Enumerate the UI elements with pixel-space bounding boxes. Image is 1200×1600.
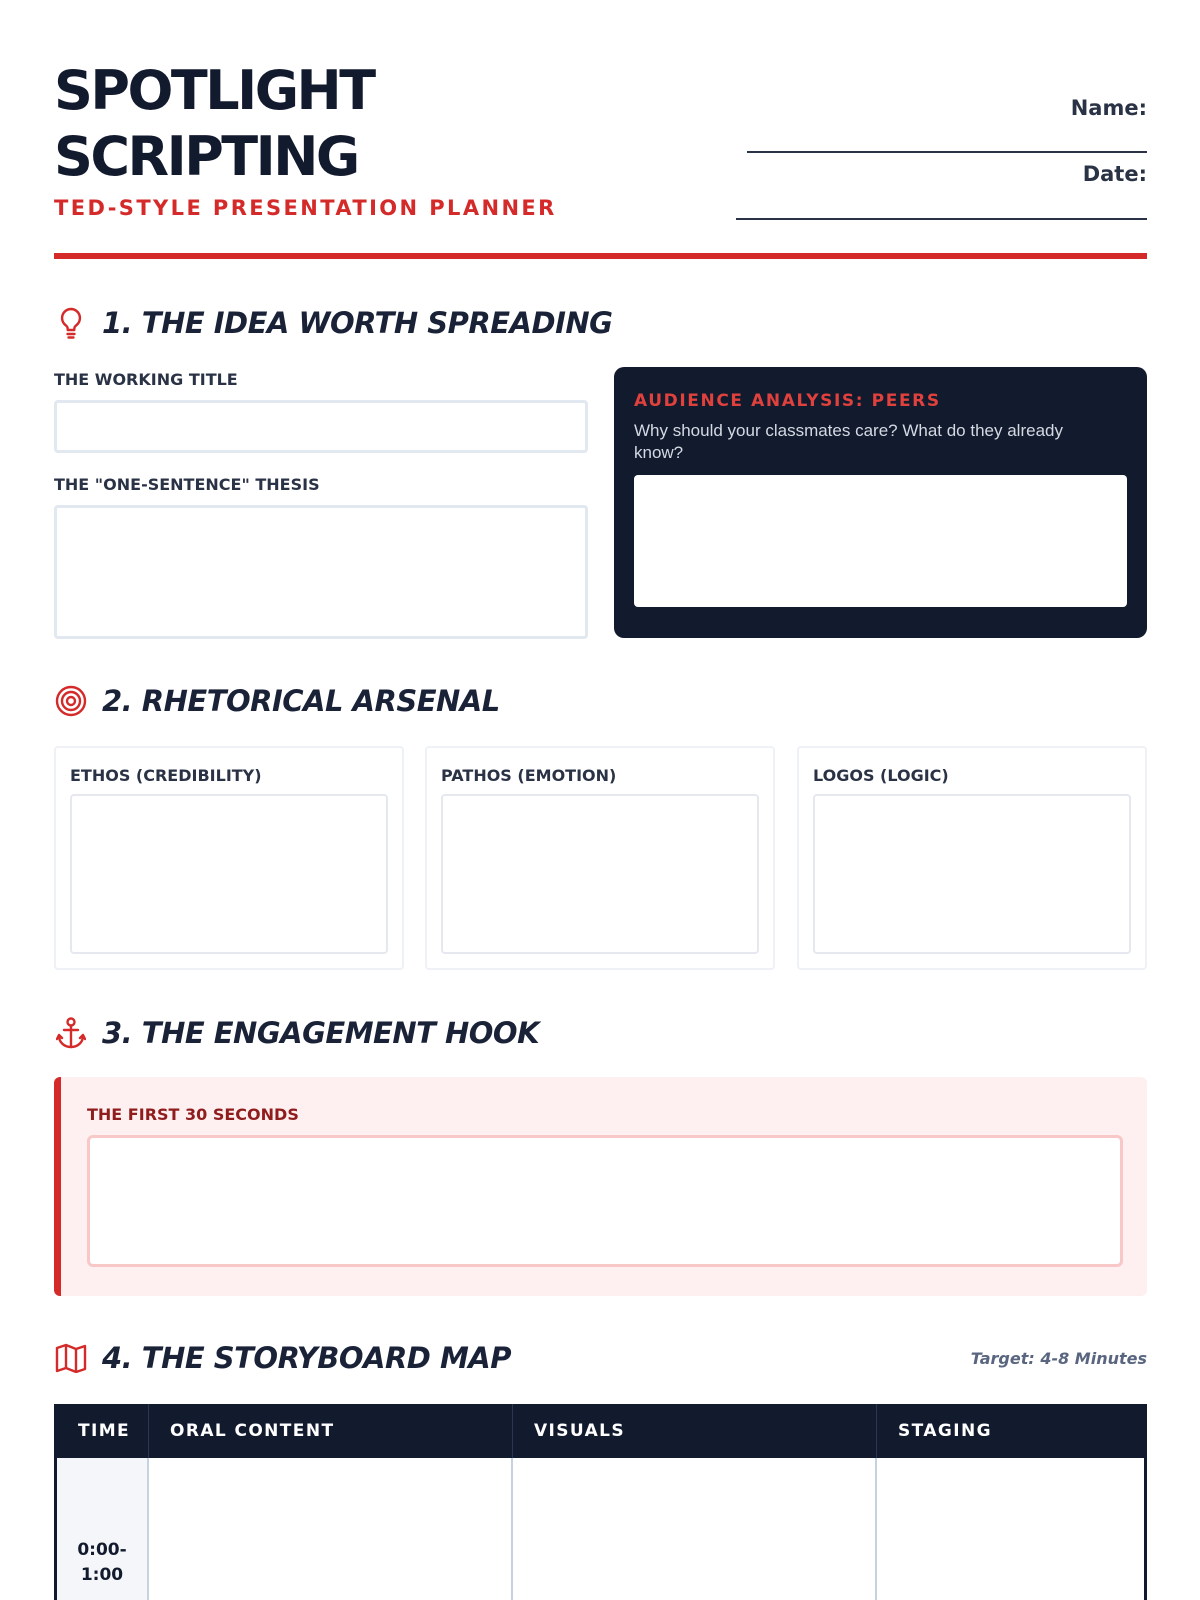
section-2-title: 2. RHETORICAL ARSENAL: [102, 684, 500, 718]
table-header-row: [57, 1404, 1144, 1458]
date-label: Date:: [1082, 162, 1147, 186]
date-field-line[interactable]: [736, 218, 1147, 220]
section-1-title: 1. THE IDEA WORTH SPREADING: [102, 306, 613, 340]
pathos-input[interactable]: [441, 794, 759, 954]
ethos-card: [54, 746, 404, 970]
oral-content-cell[interactable]: [149, 1458, 513, 1600]
column-header-time: TIME: [57, 1404, 149, 1458]
hook-input[interactable]: [87, 1135, 1123, 1267]
header-divider: [54, 253, 1147, 259]
section-2-heading: [54, 681, 500, 721]
section-3-title: 3. THE ENGAGEMENT HOOK: [102, 1016, 540, 1050]
target-icon: [54, 684, 88, 718]
pathos-card: [425, 746, 775, 970]
thesis-input[interactable]: [54, 505, 588, 639]
storyboard-table: [54, 1404, 1147, 1600]
ethos-label: ETHOS (CREDIBILITY): [70, 766, 262, 785]
table-row: [57, 1458, 1144, 1600]
working-title-input[interactable]: [54, 400, 588, 453]
audience-title: AUDIENCE ANALYSIS: PEERS: [634, 391, 941, 411]
title-line-2: SCRIPTING: [54, 125, 358, 188]
audience-question: Why should your classmates care? What do they already know?: [634, 421, 1063, 462]
target-duration: Target: 4-8 Minutes: [970, 1349, 1147, 1368]
visuals-cell[interactable]: [513, 1458, 877, 1600]
logos-card: [797, 746, 1147, 970]
audience-input[interactable]: [634, 475, 1127, 607]
pathos-label: PATHOS (EMOTION): [441, 766, 617, 785]
time-cell: 0:00- 1:00: [57, 1458, 149, 1600]
column-header-oral-content: ORAL CONTENT: [149, 1404, 513, 1458]
working-title-label: THE WORKING TITLE: [54, 370, 238, 389]
column-header-staging: STAGING: [898, 1421, 992, 1441]
section-4-heading: [54, 1338, 511, 1378]
audience-analysis-panel: [614, 367, 1147, 638]
worksheet-page: [54, 0, 1147, 1600]
staging-cell[interactable]: [877, 1458, 1144, 1600]
page-subtitle: TED-STYLE PRESENTATION PLANNER: [54, 196, 557, 220]
hook-panel: [54, 1077, 1147, 1296]
map-icon: [54, 1341, 88, 1375]
logos-label: LOGOS (LOGIC): [813, 766, 949, 785]
section-3-heading: [54, 1013, 539, 1053]
thesis-label: THE "ONE-SENTENCE" THESIS: [54, 475, 320, 494]
title-line-1: SPOTLIGHT: [54, 59, 374, 122]
section-4-title: 4. THE STORYBOARD MAP: [102, 1341, 511, 1375]
name-field-line[interactable]: [747, 151, 1147, 153]
page-title: [54, 58, 374, 190]
lightbulb-icon: [54, 306, 88, 340]
column-header-visuals: VISUALS: [513, 1404, 877, 1458]
section-1-heading: [54, 303, 612, 343]
logos-input[interactable]: [813, 794, 1131, 954]
hook-label: THE FIRST 30 SECONDS: [87, 1105, 299, 1124]
anchor-icon: [54, 1016, 88, 1050]
name-label: Name:: [1070, 96, 1147, 120]
ethos-input[interactable]: [70, 794, 388, 954]
